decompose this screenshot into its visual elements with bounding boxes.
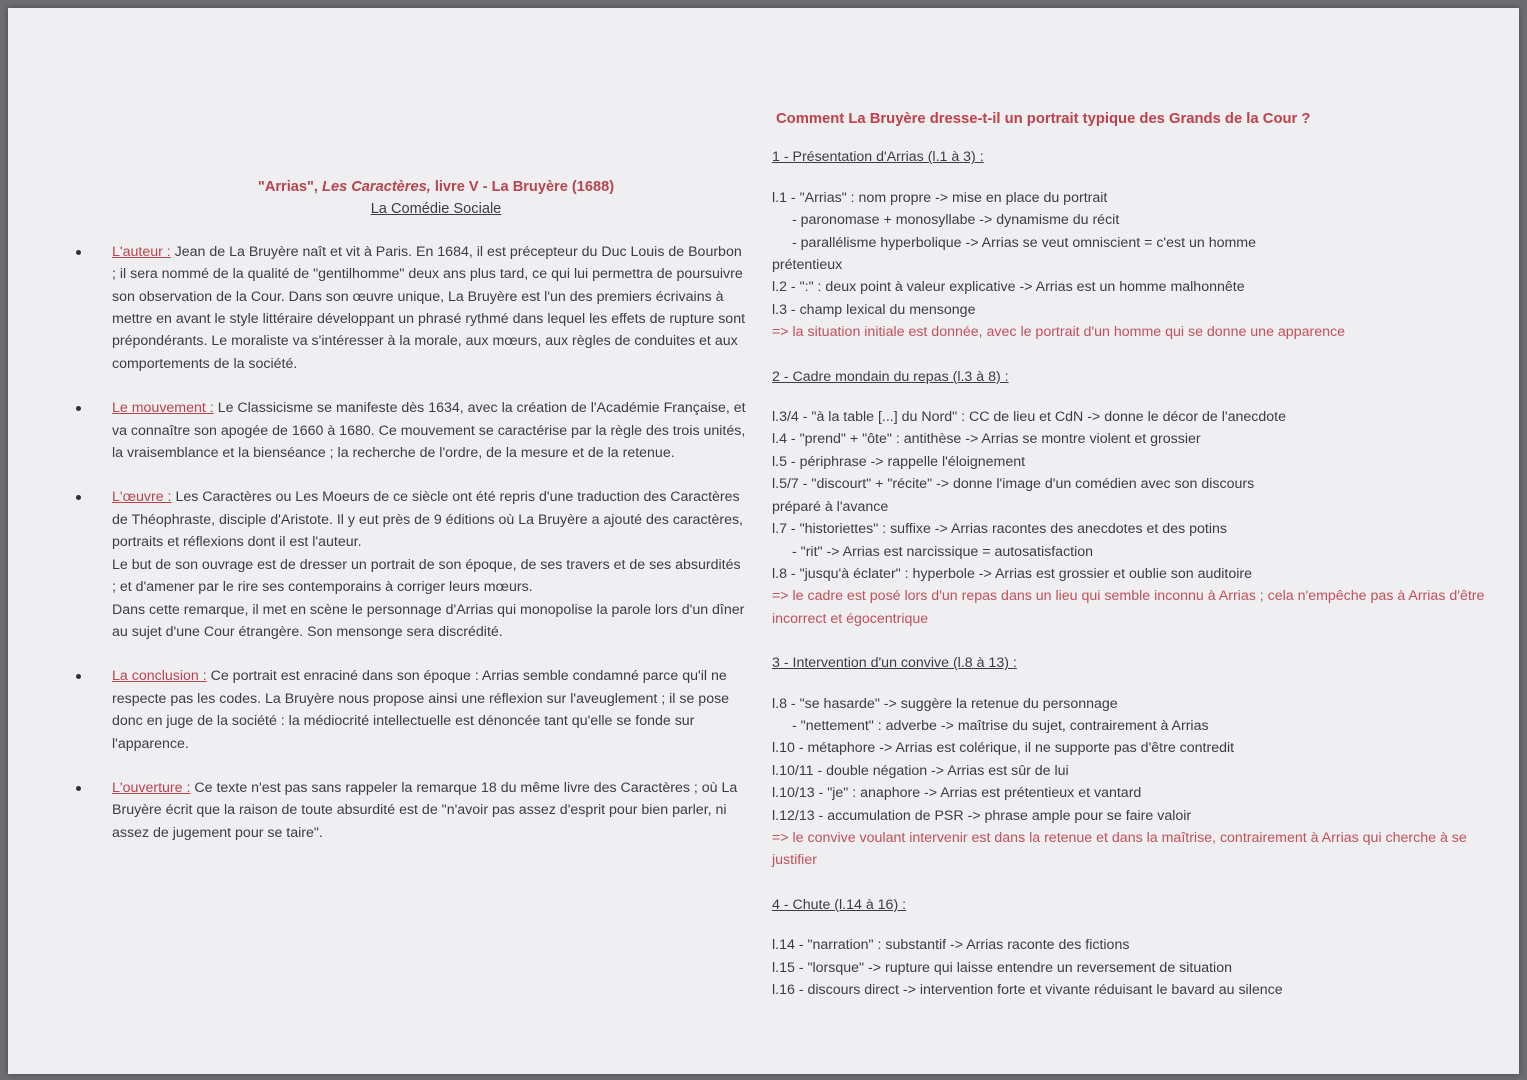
bullet-text: Ce texte n'est pas sans rappeler la remarque 18 du même livre des Caractères ; où La Bruyère écrit que la raison de toute absurdité est de "n'avoir pas assez d'esprit pour bien parler, ni assez de jugement pour se taire". — [112, 779, 738, 841]
analysis-line: l.7 - "historiettes" : suffixe -> Arrias racontes des anecdotes et des potins — [772, 521, 1227, 538]
section-3 — [764, 652, 1504, 872]
section-heading: 4 - Chute (l.14 à 16) : — [772, 896, 907, 913]
bullet-dot — [76, 786, 81, 791]
bullet-dot — [76, 406, 81, 411]
section-conclusion: => le convive voulant intervenir est dans la retenue et dans la maîtrise, contrairement à Arrias qui cherche à se justifier — [772, 829, 1467, 869]
bullet-author — [66, 241, 746, 375]
section-conclusion: => la situation initiale est donnée, avec le portrait d'un homme qui se donne une apparence — [772, 324, 1345, 341]
analysis-line: l.10/11 - double négation -> Arrias est sûr de lui — [772, 762, 1069, 779]
analysis-line: l.12/13 - accumulation de PSR -> phrase ample pour se faire valoir — [772, 807, 1192, 824]
analysis-line: l.15 - "lorsque" -> rupture qui laisse entendre un reversement de situation — [772, 959, 1232, 976]
bullet-label: L'auteur : — [112, 243, 171, 260]
analysis-line: l.10/13 - "je" : anaphore -> Arrias est prétentieux et vantard — [772, 785, 1142, 802]
title-block — [126, 176, 746, 221]
analysis-line: l.14 - "narration" : substantif -> Arrias raconte des fictions — [772, 937, 1130, 954]
section-heading: 3 - Intervention d'un convive (l.8 à 13) : — [772, 655, 1017, 672]
bullet-label: La conclusion : — [112, 668, 207, 685]
section-4 — [764, 894, 1504, 1002]
analysis-line: l.5/7 - "discourt" + "récite" -> donne l'image d'un comédien avec son discours — [772, 476, 1255, 493]
document-title: "Arrias", Les Caractères, livre V - La Bruyère (1688) — [257, 179, 615, 195]
section-conclusion: => le cadre est posé lors d'un repas dans un lieu qui semble inconnu à Arrias ; cela n'empêche pas à Arrias d'être incorrect et égocentrique — [772, 588, 1485, 627]
bullet-dot — [76, 250, 81, 255]
analysis-line: l.8 - "jusqu'à éclater" : hyperbole -> Arrias est grossier et oublie son auditoire — [772, 565, 1253, 582]
analysis-line: - "nettement" : adverbe -> maîtrise du sujet, contrairement à Arrias — [792, 717, 1209, 734]
bullet-text: Les Caractères ou Les Moeurs de ce siècle ont été repris d'une traduction des Caractères de Théophraste, disciple d'Aristote. Il y eut près de 9 éditions où La Bruyère a ajouté des caractères, portraits et réflexions dont il est l'auteur. — [112, 489, 744, 551]
section-heading: 2 - Cadre mondain du repas (l.3 à 8) : — [772, 368, 1009, 385]
analysis-line: l.10 - métaphore -> Arrias est colérique, il ne supporte pas d'être contredit — [772, 740, 1235, 757]
intro-bullet-list — [66, 241, 746, 844]
analysis-line: l.4 - "prend" + "ôte" : antithèse -> Arrias se montre violent et grossier — [772, 431, 1201, 448]
bullet-text: Le but de son ouvrage est de dresser un portrait de son époque, de ses travers et de ses absurdités ; et d'amener par le rire ses contemporains à corriger leurs mœurs. — [112, 556, 741, 596]
section-2 — [764, 366, 1504, 630]
bullet-text: Jean de La Bruyère naît et vit à Paris. En 1684, il est précepteur du Duc Louis de Bourbon ; il sera nommé de la qualité de "gentilhomme" deux ans plus tard, ce qui lui permettra de poursuivre son observation de la Cour. Dans son œuvre unique, La Bruyère est l'un des premiers écrivains à mettre en avant le style littéraire développant un phrasé rythmé dans lequel les effets de rupture sont prépondérants. Le moraliste va s'intéresser à la morale, aux mœurs, aux règles de conduites et aux comportements de la société. — [112, 243, 746, 372]
bullet-work — [66, 486, 746, 643]
bullet-text: Le Classicisme se manifeste dès 1634, avec la création de l'Académie Française, et va connaître son apogée de 1660 à 1680. Ce mouvement se caractérise par la règle des trois unités, la vraisemblance et la bienséance ; la recherche de l'ordre, de la mesure et de la retenue. — [112, 400, 746, 462]
analysis-line: - parallélisme hyperbolique -> Arrias se veut omniscient = c'est un homme — [792, 234, 1257, 251]
analysis-line: l.2 - ":" : deux point à valeur explicative -> Arrias est un homme malhonnête — [772, 279, 1245, 296]
bullet-conclusion — [66, 665, 746, 755]
document-subtitle: La Comédie Sociale — [370, 201, 502, 218]
bullet-dot — [76, 495, 81, 500]
section-1 — [764, 146, 1504, 343]
analysis-line: l.1 - "Arrias" : nom propre -> mise en place du portrait — [772, 189, 1108, 206]
analysis-line: prétentieux — [772, 257, 843, 274]
bullet-opening — [66, 777, 746, 844]
bullet-text: Ce portrait est enraciné dans son époque : Arrias semble condamné parce qu'il ne respecte pas les codes. La Bruyère nous propose ainsi une réflexion sur l'aveuglement ; il se pose donc en juge de la société : la médiocrité intellectuelle est dénoncée tant qu'elle se fonde sur l'apparence. — [112, 668, 730, 752]
analysis-line: l.8 - "se hasarde" -> suggère la retenue du personnage — [772, 695, 1118, 712]
bullet-movement — [66, 397, 746, 464]
bullet-dot — [76, 674, 81, 679]
analysis-line: - "rit" -> Arrias est narcissique = autosatisfaction — [792, 543, 1094, 560]
analysis-line: l.3 - champ lexical du mensonge — [772, 301, 976, 318]
analysis-line: l.5 - périphrase -> rappelle l'éloignement — [772, 453, 1026, 470]
section-heading: 1 - Présentation d'Arrias (l.1 à 3) : — [772, 149, 984, 166]
problematic-question: Comment La Bruyère dresse-t-il un portrait typique des Grands de la Cour ? — [776, 111, 1311, 127]
analysis-line: préparé à l'avance — [772, 498, 889, 515]
document-sheet — [8, 8, 1519, 1074]
analysis-line: - paronomase + monosyllabe -> dynamisme du récit — [792, 212, 1120, 229]
bullet-text: Dans cette remarque, il met en scène le personnage d'Arrias qui monopolise la parole lors d'un dîner au sujet d'une Cour étrangère. Son mensonge sera discrédité. — [112, 601, 745, 640]
bullet-label: Le mouvement : — [112, 400, 214, 417]
left-column — [66, 176, 746, 866]
analysis-line: l.16 - discours direct -> intervention forte et vivante réduisant le bavard au silence — [772, 982, 1283, 998]
right-column — [764, 108, 1504, 1001]
analysis-line: l.3/4 - "à la table [...] du Nord" : CC de lieu et CdN -> donne le décor de l'anecdote — [772, 409, 1286, 426]
bullet-label: L'ouverture : — [112, 779, 191, 796]
bullet-label: L'œuvre : — [112, 489, 172, 506]
